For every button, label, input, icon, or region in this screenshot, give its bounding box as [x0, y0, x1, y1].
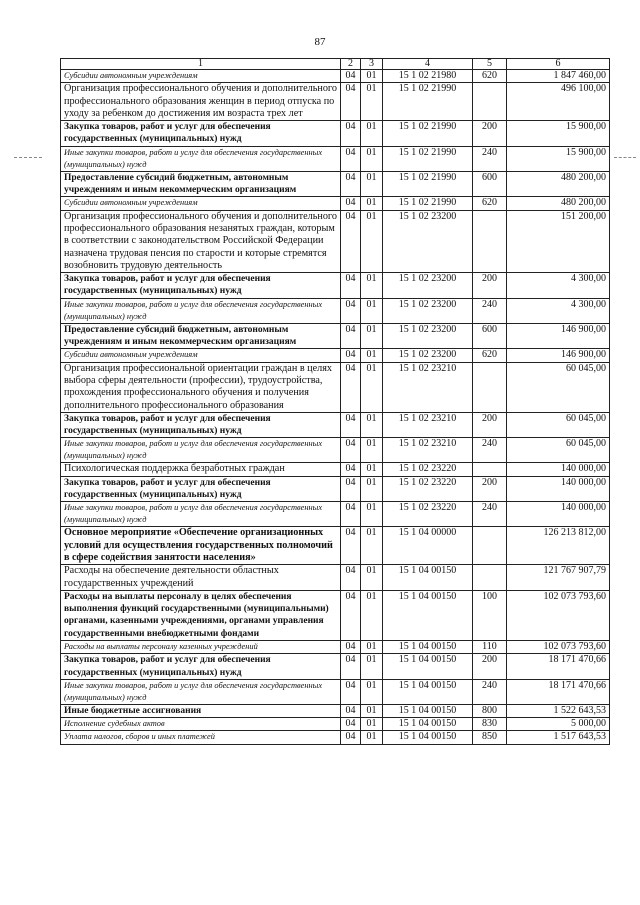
row-section: 04: [341, 502, 361, 527]
row-subsection: 01: [361, 718, 383, 731]
table-row: [61, 731, 610, 744]
row-section: 04: [341, 731, 361, 744]
row-expense-type: 240: [473, 438, 507, 463]
table-row: [61, 210, 610, 272]
header-col-4: 4: [383, 59, 473, 70]
table-row: [61, 718, 610, 731]
row-section: 04: [341, 640, 361, 653]
table-row: [61, 349, 610, 362]
row-amount: 102 073 793,60: [507, 640, 610, 653]
row-target-code: 15 1 04 00150: [383, 654, 473, 680]
row-amount: 60 045,00: [507, 438, 610, 463]
row-name: Закупка товаров, работ и услуг для обеспечения государственных (муниципальных) нужд: [61, 121, 341, 147]
row-target-code: 15 1 02 23220: [383, 463, 473, 476]
row-subsection: 01: [361, 640, 383, 653]
row-section: 04: [341, 298, 361, 323]
row-expense-type: [473, 565, 507, 591]
table-row: [61, 70, 610, 83]
table-body: [61, 70, 610, 745]
row-subsection: 01: [361, 171, 383, 197]
row-subsection: 01: [361, 527, 383, 565]
row-name: Субсидии автономным учреждениям: [61, 70, 341, 83]
row-subsection: 01: [361, 323, 383, 349]
row-subsection: 01: [361, 412, 383, 438]
row-amount: 480 200,00: [507, 197, 610, 210]
header-col-1: 1: [61, 59, 341, 70]
row-target-code: 15 1 02 21980: [383, 70, 473, 83]
row-name: Организация профессиональной ориентации граждан в целях выбора сферы деятельности (профессии), трудоустройства, прохождения профессионального обучения и получения дополнительного профессионального образования: [61, 362, 341, 412]
row-subsection: 01: [361, 438, 383, 463]
row-subsection: 01: [361, 590, 383, 640]
row-expense-type: [473, 83, 507, 121]
row-name: Иные закупки товаров, работ и услуг для обеспечения государственных (муниципальных) нужд: [61, 146, 341, 171]
row-target-code: 15 1 04 00150: [383, 590, 473, 640]
row-subsection: 01: [361, 704, 383, 717]
row-expense-type: [473, 527, 507, 565]
row-section: 04: [341, 121, 361, 147]
row-amount: 18 171 470,66: [507, 654, 610, 680]
row-subsection: 01: [361, 502, 383, 527]
row-subsection: 01: [361, 349, 383, 362]
row-amount: 15 900,00: [507, 121, 610, 147]
row-amount: 5 000,00: [507, 718, 610, 731]
row-name: Предоставление субсидий бюджетным, автономным учреждениям и иным некоммерческим организациям: [61, 323, 341, 349]
header-col-5: 5: [473, 59, 507, 70]
header-col-6: 6: [507, 59, 610, 70]
row-section: 04: [341, 70, 361, 83]
row-subsection: 01: [361, 210, 383, 272]
row-subsection: 01: [361, 654, 383, 680]
row-expense-type: 620: [473, 349, 507, 362]
row-target-code: 15 1 02 23200: [383, 210, 473, 272]
row-subsection: 01: [361, 298, 383, 323]
row-section: 04: [341, 412, 361, 438]
row-subsection: 01: [361, 463, 383, 476]
row-amount: 140 000,00: [507, 463, 610, 476]
table-row: [61, 412, 610, 438]
row-amount: 480 200,00: [507, 171, 610, 197]
page-number: 87: [314, 36, 326, 48]
row-amount: 121 767 907,79: [507, 565, 610, 591]
row-expense-type: 200: [473, 412, 507, 438]
table-row: [61, 362, 610, 412]
row-target-code: 15 1 02 23200: [383, 273, 473, 299]
row-subsection: 01: [361, 83, 383, 121]
row-name: Расходы на выплаты персоналу в целях обеспечения выполнения функций государственными (муниципальными) органами, казенными учреждениями, органами управления государственными внебюджетными фондами: [61, 590, 341, 640]
row-expense-type: 800: [473, 704, 507, 717]
table-row: [61, 197, 610, 210]
row-target-code: 15 1 02 23210: [383, 362, 473, 412]
row-name: Расходы на обеспечение деятельности областных государственных учреждений: [61, 565, 341, 591]
margin-mark-right: [614, 157, 636, 158]
row-name: Субсидии автономным учреждениям: [61, 349, 341, 362]
row-subsection: 01: [361, 731, 383, 744]
margin-mark-left: [14, 157, 42, 158]
table-row: [61, 121, 610, 147]
row-subsection: 01: [361, 146, 383, 171]
row-amount: 1 847 460,00: [507, 70, 610, 83]
row-name: Иные бюджетные ассигнования: [61, 704, 341, 717]
row-target-code: 15 1 02 23220: [383, 502, 473, 527]
row-name: Закупка товаров, работ и услуг для обеспечения государственных (муниципальных) нужд: [61, 476, 341, 502]
budget-table: [60, 58, 610, 745]
row-section: 04: [341, 654, 361, 680]
row-expense-type: 100: [473, 590, 507, 640]
row-section: 04: [341, 146, 361, 171]
row-expense-type: 850: [473, 731, 507, 744]
row-name: Основное мероприятие «Обеспечение организационных условий для осуществления государственных полномочий в сфере содействия занятости населения»: [61, 527, 341, 565]
row-expense-type: 200: [473, 476, 507, 502]
row-section: 04: [341, 210, 361, 272]
row-expense-type: 830: [473, 718, 507, 731]
table-row: [61, 640, 610, 653]
row-section: 04: [341, 438, 361, 463]
table-row: [61, 298, 610, 323]
row-expense-type: 240: [473, 298, 507, 323]
table-row: [61, 476, 610, 502]
row-expense-type: 200: [473, 121, 507, 147]
row-target-code: 15 1 04 00150: [383, 731, 473, 744]
table-row: [61, 527, 610, 565]
row-section: 04: [341, 463, 361, 476]
header-col-3: 3: [361, 59, 383, 70]
row-expense-type: 600: [473, 171, 507, 197]
row-section: 04: [341, 679, 361, 704]
row-section: 04: [341, 704, 361, 717]
row-expense-type: [473, 362, 507, 412]
table-row: [61, 323, 610, 349]
row-expense-type: 620: [473, 70, 507, 83]
row-target-code: 15 1 04 00150: [383, 679, 473, 704]
row-expense-type: 240: [473, 502, 507, 527]
row-amount: 1 517 643,53: [507, 731, 610, 744]
table-row: [61, 83, 610, 121]
row-section: 04: [341, 565, 361, 591]
row-target-code: 15 1 02 21990: [383, 121, 473, 147]
row-name: Иные закупки товаров, работ и услуг для обеспечения государственных (муниципальных) нужд: [61, 298, 341, 323]
row-section: 04: [341, 476, 361, 502]
table-row: [61, 565, 610, 591]
row-amount: 102 073 793,60: [507, 590, 610, 640]
row-name: Организация профессионального обучения и дополнительного профессионального образования женщин в период отпуска по уходу за ребенком до достижения им возраста трех лет: [61, 83, 341, 121]
table-row: [61, 502, 610, 527]
row-expense-type: 240: [473, 679, 507, 704]
row-amount: 146 900,00: [507, 349, 610, 362]
row-name: Организация профессионального обучения и дополнительного профессионального образования незанятых граждан, которым в соответствии с законодательством Российской Федерации назначена трудовая пенсия по старости и которые стремятся возобновить трудовую деятельность: [61, 210, 341, 272]
row-target-code: 15 1 02 23220: [383, 476, 473, 502]
row-name: Иные закупки товаров, работ и услуг для обеспечения государственных (муниципальных) нужд: [61, 438, 341, 463]
row-subsection: 01: [361, 273, 383, 299]
row-section: 04: [341, 718, 361, 731]
row-subsection: 01: [361, 70, 383, 83]
row-name: Иные закупки товаров, работ и услуг для обеспечения государственных (муниципальных) нужд: [61, 502, 341, 527]
table-row: [61, 463, 610, 476]
row-name: Психологическая поддержка безработных граждан: [61, 463, 341, 476]
row-name: Уплата налогов, сборов и иных платежей: [61, 731, 341, 744]
row-target-code: 15 1 04 00150: [383, 704, 473, 717]
row-target-code: 15 1 02 23210: [383, 438, 473, 463]
row-expense-type: [473, 210, 507, 272]
row-amount: 60 045,00: [507, 362, 610, 412]
row-section: 04: [341, 83, 361, 121]
row-name: Закупка товаров, работ и услуг для обеспечения государственных (муниципальных) нужд: [61, 412, 341, 438]
row-section: 04: [341, 273, 361, 299]
row-name: Исполнение судебных актов: [61, 718, 341, 731]
row-amount: 140 000,00: [507, 502, 610, 527]
row-subsection: 01: [361, 362, 383, 412]
row-section: 04: [341, 349, 361, 362]
row-expense-type: [473, 463, 507, 476]
row-section: 04: [341, 197, 361, 210]
row-section: 04: [341, 527, 361, 565]
table-row: [61, 146, 610, 171]
row-target-code: 15 1 04 00150: [383, 565, 473, 591]
table-row: [61, 590, 610, 640]
row-target-code: 15 1 02 23200: [383, 323, 473, 349]
row-target-code: 15 1 02 23210: [383, 412, 473, 438]
row-expense-type: 200: [473, 273, 507, 299]
row-amount: 151 200,00: [507, 210, 610, 272]
row-subsection: 01: [361, 565, 383, 591]
row-target-code: 15 1 04 00150: [383, 640, 473, 653]
row-amount: 496 100,00: [507, 83, 610, 121]
row-amount: 60 045,00: [507, 412, 610, 438]
table-header-row: [61, 59, 610, 70]
table-row: [61, 679, 610, 704]
row-expense-type: 600: [473, 323, 507, 349]
row-expense-type: 110: [473, 640, 507, 653]
row-amount: 1 522 643,53: [507, 704, 610, 717]
row-target-code: 15 1 02 21990: [383, 197, 473, 210]
row-amount: 4 300,00: [507, 298, 610, 323]
row-expense-type: 620: [473, 197, 507, 210]
table-row: [61, 438, 610, 463]
row-target-code: 15 1 04 00150: [383, 718, 473, 731]
row-name: Расходы на выплаты персоналу казенных учреждений: [61, 640, 341, 653]
row-name: Закупка товаров, работ и услуг для обеспечения государственных (муниципальных) нужд: [61, 654, 341, 680]
table-row: [61, 704, 610, 717]
table-row: [61, 171, 610, 197]
row-name: Закупка товаров, работ и услуг для обеспечения государственных (муниципальных) нужд: [61, 273, 341, 299]
row-target-code: 15 1 02 21990: [383, 83, 473, 121]
row-amount: 18 171 470,66: [507, 679, 610, 704]
row-amount: 146 900,00: [507, 323, 610, 349]
table-row: [61, 654, 610, 680]
row-section: 04: [341, 323, 361, 349]
row-target-code: 15 1 02 23200: [383, 298, 473, 323]
row-subsection: 01: [361, 476, 383, 502]
row-section: 04: [341, 171, 361, 197]
row-target-code: 15 1 04 00000: [383, 527, 473, 565]
row-subsection: 01: [361, 121, 383, 147]
row-target-code: 15 1 02 21990: [383, 171, 473, 197]
row-amount: 126 213 812,00: [507, 527, 610, 565]
row-expense-type: 200: [473, 654, 507, 680]
table-row: [61, 273, 610, 299]
row-amount: 140 000,00: [507, 476, 610, 502]
row-name: Иные закупки товаров, работ и услуг для обеспечения государственных (муниципальных) нужд: [61, 679, 341, 704]
row-section: 04: [341, 590, 361, 640]
row-subsection: 01: [361, 197, 383, 210]
header-col-2: 2: [341, 59, 361, 70]
row-section: 04: [341, 362, 361, 412]
row-subsection: 01: [361, 679, 383, 704]
row-expense-type: 240: [473, 146, 507, 171]
row-name: Субсидии автономным учреждениям: [61, 197, 341, 210]
row-amount: 15 900,00: [507, 146, 610, 171]
row-target-code: 15 1 02 23200: [383, 349, 473, 362]
row-amount: 4 300,00: [507, 273, 610, 299]
row-name: Предоставление субсидий бюджетным, автономным учреждениям и иным некоммерческим организациям: [61, 171, 341, 197]
row-target-code: 15 1 02 21990: [383, 146, 473, 171]
